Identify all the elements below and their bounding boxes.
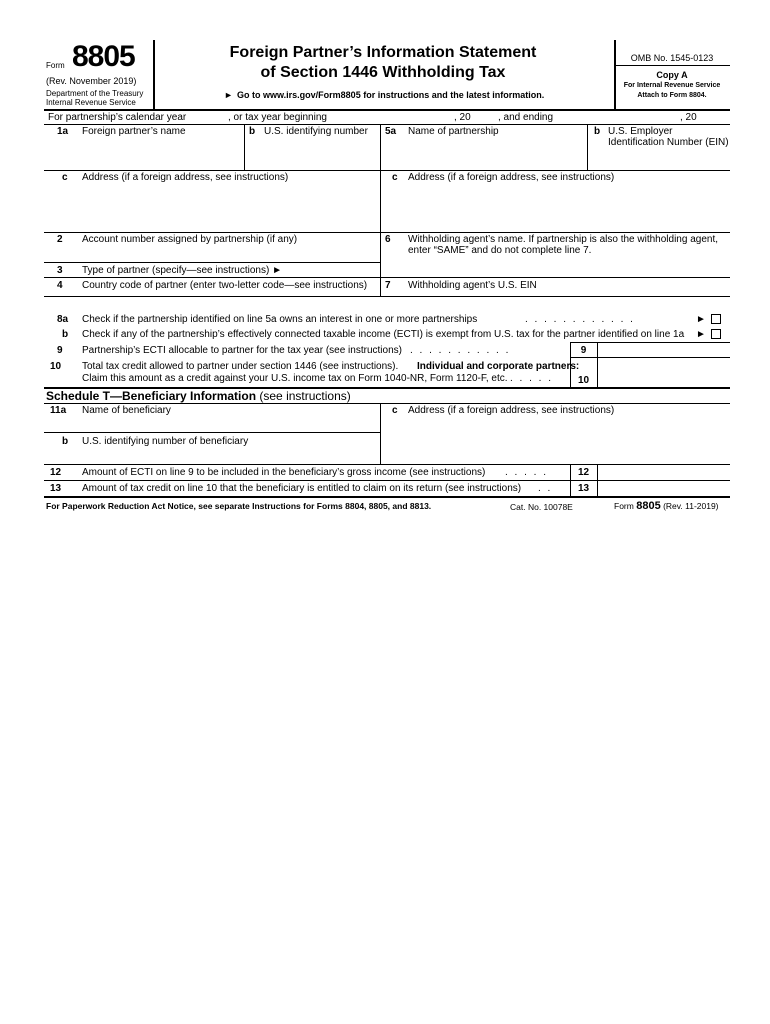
line-2-number: 2 — [57, 234, 63, 245]
paperwork-notice: For Paperwork Reduction Act Notice, see separate Instructions for Forms 8804, 8805, and 8813. — [46, 501, 432, 511]
year-20-label-b: , 20 — [680, 112, 697, 123]
line-6-number: 6 — [385, 234, 391, 245]
omb-number: OMB No. 1545-0123 — [630, 53, 714, 63]
line-1a-1b-divider — [244, 124, 245, 170]
form-number: 8805 — [72, 40, 135, 73]
line-5b-label-1: U.S. Employer — [608, 126, 673, 137]
line-4-label: Country code of partner (enter two-letter code—see instructions) — [82, 280, 368, 291]
schedule-t-title-rule — [44, 403, 730, 404]
year-20-label-a: , 20 — [454, 112, 471, 123]
partner-address-input[interactable] — [46, 185, 378, 229]
line-11a-label: Name of beneficiary — [82, 405, 171, 416]
tax-year-ending-label: , and ending — [498, 112, 554, 123]
department-line-1: Department of the Treasury — [46, 89, 144, 98]
tax-year-begin-input[interactable] — [335, 111, 447, 123]
tax-year-beginning-label: , or tax year beginning — [228, 112, 327, 123]
line-11a-number: 11a — [50, 405, 67, 416]
center-column-divider — [380, 124, 381, 296]
account-number-input[interactable] — [46, 246, 378, 260]
form-title-line-1: Foreign Partner’s Information Statement — [229, 44, 537, 61]
line-5c-label: Address (if a foreign address, see instructions) — [408, 172, 615, 183]
line-5b-number: b — [594, 126, 601, 137]
foreign-partner-name-input[interactable] — [46, 138, 242, 168]
line-8b-checkbox[interactable] — [711, 329, 721, 339]
line-13-box-number: 13 — [577, 483, 590, 494]
beneficiary-address-input[interactable] — [382, 417, 728, 462]
beneficiary-us-id-input[interactable] — [46, 448, 378, 462]
beneficiary-ecti-input[interactable] — [599, 465, 729, 479]
line-10-box-number: 10 — [577, 375, 590, 386]
row-2-rule — [44, 262, 381, 263]
tax-year-end-input[interactable] — [562, 111, 674, 123]
partnership-address-input[interactable] — [382, 185, 728, 229]
line-11c-number: c — [392, 405, 398, 416]
line-10-leader-dots: . . . . . — [510, 373, 554, 384]
line-7-label: Withholding agent’s U.S. EIN — [408, 280, 537, 291]
country-code-input[interactable] — [82, 292, 378, 294]
line-11a-rule — [44, 432, 381, 433]
withholding-agent-name-input[interactable] — [382, 258, 728, 274]
line-10-label-1b: Individual and corporate partners: — [417, 361, 580, 372]
line-8b-arrow: ► — [696, 329, 706, 340]
line-7-number: 7 — [385, 280, 391, 291]
line-3-label: Type of partner (specify—see instructions) ► — [82, 265, 282, 276]
line-5c-number: c — [392, 172, 398, 183]
row-3-rule — [44, 277, 730, 278]
line-10-number: 10 — [50, 361, 62, 372]
line-6-label-2: enter “SAME” and do not complete line 7. — [408, 245, 592, 256]
line-5a-label: Name of partnership — [408, 126, 499, 137]
line-8b-number: b — [62, 329, 69, 340]
form-title-line-2: of Section 1446 Withholding Tax — [260, 64, 506, 81]
line-5a-number: 5a — [385, 126, 397, 137]
tax-credit-amount-input[interactable] — [599, 359, 729, 386]
footer-form-word: Form — [614, 501, 634, 511]
line-13-number: 13 — [50, 483, 62, 494]
line-1a-number: 1a — [57, 126, 69, 137]
partner-type-input[interactable] — [290, 264, 378, 277]
line-4-number: 4 — [57, 280, 63, 291]
line-12-label: Amount of ECTI on line 9 to be included in the beneficiary’s gross income (see instructions) — [82, 467, 486, 478]
line-8a-arrow: ► — [696, 314, 706, 325]
line-13-label: Amount of tax credit on line 10 that the beneficiary is entitled to claim on its return (see instructions) — [82, 483, 522, 494]
schedule-t-title — [46, 389, 351, 403]
line-1b-label: U.S. identifying number — [264, 126, 368, 137]
copy-a-label: Copy A — [656, 70, 688, 80]
goto-instructions-link[interactable]: Go to www.irs.gov/Form8805 for instructions and the latest information. — [237, 90, 545, 100]
line-12-number: 12 — [50, 467, 62, 478]
line-1c-label: Address (if a foreign address, see instructions) — [82, 172, 289, 183]
schedule-t-center-divider — [380, 403, 381, 464]
line-6-label-1: Withholding agent’s name. If partnership is also the withholding agent, — [408, 234, 719, 245]
line-9-number: 9 — [57, 345, 63, 356]
year-line-rule — [44, 124, 730, 125]
partner-us-id-input[interactable] — [246, 138, 378, 168]
line-9-bottom-rule — [570, 357, 730, 358]
copy-for-irs: For Internal Revenue Service — [623, 82, 721, 89]
copy-attach-note: Attach to Form 8804. — [637, 92, 707, 99]
goto-arrow: ► — [224, 90, 233, 100]
line-12-leader-dots: . . . . . — [505, 467, 549, 478]
line-8a-checkbox[interactable] — [711, 314, 721, 324]
line-13-leader-dots: . . — [538, 483, 553, 494]
line-10-label-1a: Total tax credit allowed to partner under section 1446 (see instructions). — [82, 361, 399, 372]
ecti-amount-input[interactable] — [599, 343, 729, 357]
line-9-leader-dots: . . . . . . . . . . . — [410, 345, 511, 356]
line-8b-label: Check if any of the partnership’s effectively connected taxable income (ECTI) is exempt from U.S. tax for the partner identified on line 1a — [82, 329, 685, 340]
line-10-label-2: Claim this amount as a credit against your U.S. income tax on Form 1040-NR, Form 1120-F, etc. — [82, 373, 508, 384]
line-5a-5b-divider — [587, 124, 588, 170]
revision-date: (Rev. November 2019) — [46, 76, 137, 86]
footer-form-id — [614, 500, 719, 512]
partnership-name-input[interactable] — [382, 138, 585, 168]
line-8a-leader-dots: . . . . . . . . . . . . — [525, 314, 635, 325]
schedule-t-title-bold: Schedule T—Beneficiary Information — [46, 389, 257, 403]
beneficiary-tax-credit-input[interactable] — [599, 481, 729, 495]
calendar-year-label: For partnership’s calendar year — [48, 112, 187, 123]
line-9-box-number: 9 — [580, 345, 587, 356]
line-1b-number: b — [249, 126, 256, 137]
line-1c-number: c — [62, 172, 68, 183]
beneficiary-name-input[interactable] — [46, 417, 378, 430]
footer-form-number: 8805 — [636, 500, 661, 512]
footer-revision: (Rev. 11-2019) — [663, 501, 719, 511]
partnership-ein-input[interactable] — [589, 149, 729, 169]
row-c-rule — [44, 232, 730, 233]
line-8a-label: Check if the partnership identified on line 5a owns an interest in one or more partnerships — [82, 314, 478, 325]
line-11c-label: Address (if a foreign address, see instructions) — [408, 405, 615, 416]
amount-box-number-rule — [597, 342, 598, 387]
line-5b-label-2: Identification Number (EIN) — [608, 137, 729, 148]
schedule-t-title-rest: (see instructions) — [259, 389, 351, 403]
omb-divider — [615, 65, 730, 66]
withholding-agent-ein-input[interactable] — [382, 290, 728, 295]
line-12-box-number: 12 — [577, 467, 590, 478]
line-11b-number: b — [62, 436, 69, 447]
form-bottom-rule — [44, 496, 730, 498]
line-11b-label: U.S. identifying number of beneficiary — [82, 436, 249, 447]
line-2-label: Account number assigned by partnership (if any) — [82, 234, 298, 245]
department-line-2: Internal Revenue Service — [46, 98, 136, 107]
line-8a-number: 8a — [57, 314, 69, 325]
row-1-rule — [44, 170, 730, 171]
line-1a-label: Foreign partner’s name — [82, 126, 186, 137]
catalog-number: Cat. No. 10078E — [510, 502, 573, 512]
row-4-rule — [44, 296, 730, 297]
form-word: Form — [46, 61, 65, 70]
line-3-number: 3 — [57, 265, 63, 276]
line-9-label: Partnership’s ECTI allocable to partner for the tax year (see instructions) — [82, 345, 402, 356]
